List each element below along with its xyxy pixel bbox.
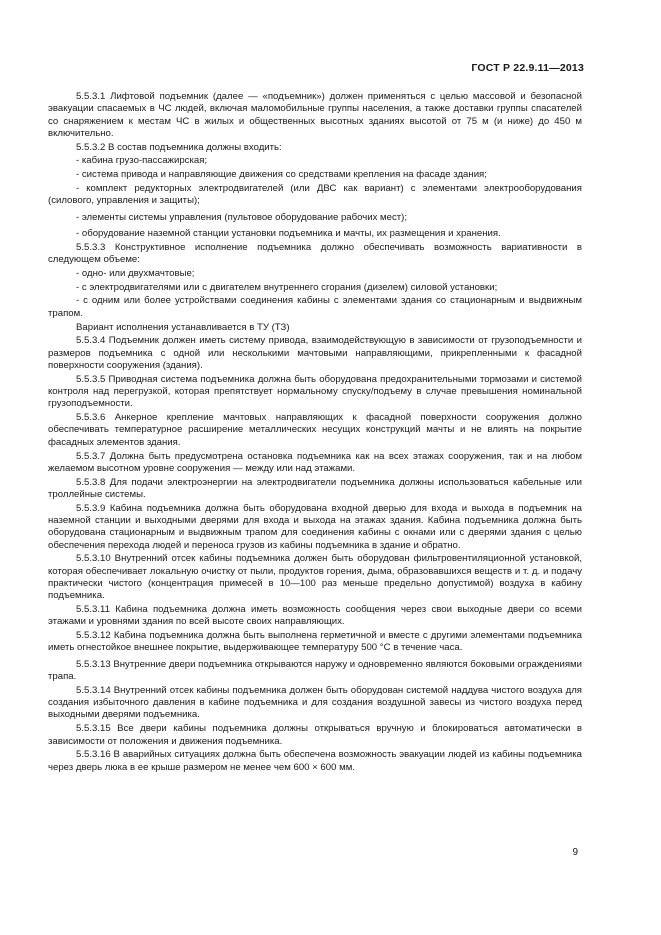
list-item: - элементы системы управления (пультовое оборудование рабочих мест); [76,211,408,223]
paragraph-5-5-3-11: 5.5.3.11 Кабина подъемника должна иметь возможность сообщения через свои выходные двери со всеми этажами и уровнями здания по всей высоте своих направляющих. [48,604,582,628]
paragraph-5-5-3-16: 5.5.3.16 В аварийных ситуациях должна быть обеспечена возможность эвакуации людей из кабины подъемника через дверь люка в ее крыше размером не менее чем 600 × 600 мм. [48,749,582,773]
paragraph-5-5-3-6: 5.5.3.6 Анкерное крепление мачтовых направляющих к фасадной поверхности сооружения должно обеспечивать температурное расширение металлических несущих конструкций мачты и не влиять на покрытие фасадных элементов здания. [48,412,582,448]
document-body [48,91,582,775]
paragraph-5-5-3-15: 5.5.3.15 Все двери кабины подъемника должны открываться вручную и блокироваться автоматически в зависимости от положения и движения подъемника. [48,723,582,747]
paragraph-5-5-3-13: 5.5.3.13 Внутренние двери подъемника открываются наружу и одновременно являются боковыми ограждениями трапа. [48,658,583,683]
paragraph-5-5-3-7: 5.5.3.7 Должна быть предусмотрена остановка подъемника как на всех этажах сооружения, так и на любом желаемом высотном уровне сооружения — между или над этажами. [48,450,582,474]
list-item: - с электродвигателями или с двигателем внутреннего сгорания (дизелем) силовой установки; [76,281,498,293]
paragraph-5-5-3-8: 5.5.3.8 Для подачи электроэнергии на электродвигатели подъемника должны использоваться кабельные или троллейные системы. [48,476,582,500]
list-item: - кабина грузо-пассажирская; [76,155,208,167]
list-item: - комплект редукторных электродвигателей (или ДВС как вариант) с элементами электрооборудования (силового, управления и защиты); [48,183,582,207]
list-item: - одно- или двухмачтовые; [76,267,195,279]
list-item: - система привода и направляющие движения со средствами крепления на фасаде здания; [76,169,487,181]
paragraph-5-5-3-9: 5.5.3.9 Кабина подъемника должна быть оборудована входной дверью для входа и выхода в подъемник на наземной станции и выходными дверями для входа и выхода на этажах здания. Кабина подъемника должна быть оборудована стационарным и выдвижным трапом для соединения кабины с окнами или с дверями здания с целью обеспечения перехода людей и переноса грузов из кабины подъемника в здание и обратно. [48,502,582,551]
paragraph-5-5-3-2: 5.5.3.2 В состав подъемника должны входить: [76,141,282,153]
list-item: - оборудование наземной станции установки подъемника и мачты, их размещения и хранения. [76,227,501,239]
paragraph-5-5-3-3: 5.5.3.3 Конструктивное исполнение подъемника должно обеспечивать возможность вариативности в следующем объеме: [48,241,582,266]
paragraph-5-5-3-1: 5.5.3.1 Лифтовой подъемник (далее — «подъемник») должен применяться с целью массовой и безопасной эвакуации спасаемых в ЧС людей, включая маломобильные группы населения, а также доставки группы спасателей со снаряжением к местам ЧС в жилых и общественных высотных зданиях высотой от 75 м (и ниже) до 450 м включительно. [48,91,582,139]
page-number: 9 [572,847,578,858]
paragraph-5-5-3-10: 5.5.3.10 Внутренний отсек кабины подъемника должен быть оборудован фильтровентиляционной установкой, которая обеспечивает локальную очистку от пыли, продуктов горения, дыма, образовавшихся веществ и т. д. и подачу практически чистого (концентрация примесей в 10—100 раз меньше предельно допустимой) воздуха в кабину подъемника. [48,553,582,602]
paragraph-5-5-3-5: 5.5.3.5 Приводная система подъемника должна быть оборудована предохранительными тормозами и системой контроля над перегрузкой, которая препятствует нормальному спуску/подъему в случае превышения номинальной грузоподъемности. [48,373,582,410]
paragraph-5-5-3-14: 5.5.3.14 Внутренний отсек кабины подъемника должен быть оборудован системой наддува чистого воздуха для создания избыточного давления в кабине подъемника и для создания воздушной завесы из чистого воздуха перед выходными дверями подъемника. [48,684,582,721]
variant-note: Вариант исполнения устанавливается в ТУ (ТЗ) [76,321,290,333]
document-header: ГОСТ Р 22.9.11—2013 [471,62,584,74]
paragraph-5-5-3-12: 5.5.3.12 Кабина подъемника должна быть выполнена герметичной и вместе с другими элементами подъемника иметь огнестойкое внешнее покрытие, выдерживающее температуру 500 °С в течение часа. [48,630,582,654]
list-item: - с одним или более устройствами соединения кабины с элементами здания со стационарным и выдвижным трапом. [48,295,582,319]
paragraph-5-5-3-4: 5.5.3.4 Подъемник должен иметь систему привода, взаимодействующую в зависимости от грузоподъемности и размеров подъемника с одной или несколькими мачтовыми направляющими, прикрепленными к фасадной поверхности сооружения (здания). [48,335,582,371]
